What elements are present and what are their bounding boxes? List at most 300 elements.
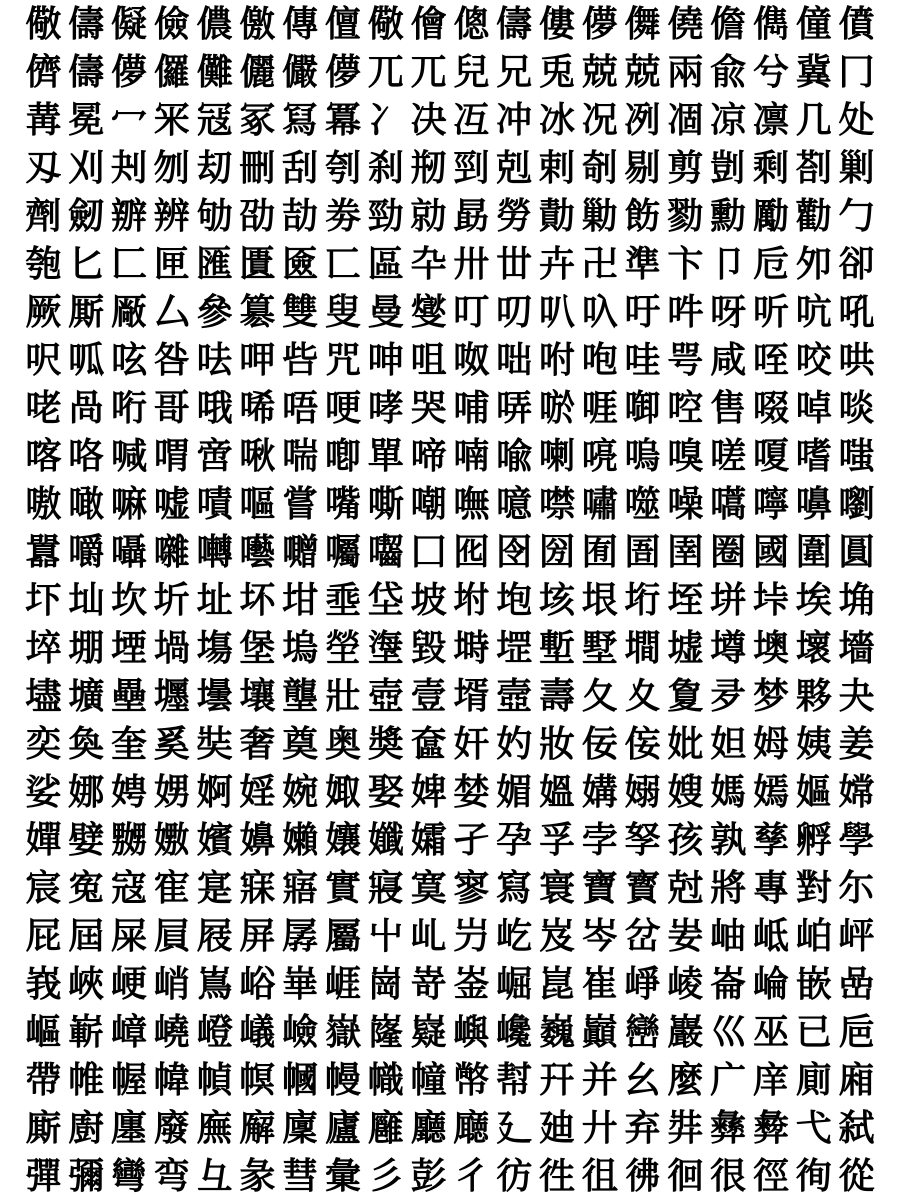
glyph-cell: 嗅	[667, 435, 704, 477]
glyph-cell: 廁	[795, 1059, 832, 1101]
glyph-cell: 埣	[25, 627, 62, 669]
glyph-cell: 墺	[752, 627, 789, 669]
glyph-cell: 嘛	[110, 483, 147, 525]
glyph-cell: 匚	[110, 243, 147, 285]
glyph-cell: 奐	[68, 723, 105, 765]
glyph-cell: 奩	[410, 723, 447, 765]
glyph-cell: 匳	[282, 243, 319, 285]
glyph-cell: 嘗	[282, 483, 319, 525]
glyph-cell: 喊	[110, 435, 147, 477]
glyph-cell: 寢	[367, 867, 404, 909]
glyph-cell: 剪	[667, 147, 704, 189]
glyph-cell: 垉	[496, 579, 533, 621]
glyph-cell: 準	[624, 243, 661, 285]
glyph-cell: 對	[795, 867, 832, 909]
glyph-cell: 孅	[367, 819, 404, 861]
glyph-cell: 勗	[453, 195, 490, 237]
glyph-cell: 寔	[196, 867, 233, 909]
glyph-cell: 廡	[196, 1107, 233, 1149]
glyph-cell: 廂	[838, 1059, 875, 1101]
glyph-cell: 姜	[838, 723, 875, 765]
glyph-cell: 兩	[667, 51, 704, 93]
glyph-cell: 墅	[581, 627, 618, 669]
glyph-cell: 囎	[282, 531, 319, 573]
glyph-cell: 娑	[25, 771, 62, 813]
glyph-cell: 刪	[239, 147, 276, 189]
glyph-cell: 嫂	[667, 771, 704, 813]
glyph-cell: 嬋	[25, 819, 62, 861]
glyph-cell: 儕	[25, 51, 62, 93]
glyph-cell: 嶢	[153, 1011, 190, 1053]
glyph-cell: 凅	[667, 99, 704, 141]
glyph-cell: 喃	[453, 435, 490, 477]
glyph-cell: 嶬	[239, 1011, 276, 1053]
glyph-cell: 坏	[239, 579, 276, 621]
glyph-cell: 婬	[239, 771, 276, 813]
glyph-cell: 囿	[581, 531, 618, 573]
glyph-cell: 嶂	[110, 1011, 147, 1053]
glyph-cell: 廝	[25, 1107, 62, 1149]
glyph-cell: 孚	[538, 819, 575, 861]
glyph-cell: 呰	[282, 339, 319, 381]
glyph-cell: 庠	[752, 1059, 789, 1101]
glyph-cell: 夬	[838, 675, 875, 717]
glyph-cell: 奎	[110, 723, 147, 765]
glyph-cell: 崕	[324, 963, 361, 1005]
glyph-cell: 參	[196, 291, 233, 333]
glyph-cell: 崑	[538, 963, 575, 1005]
glyph-cell: 夥	[795, 675, 832, 717]
glyph-cell: 嚼	[68, 531, 105, 573]
glyph-cell: 崟	[453, 963, 490, 1005]
glyph-cell: 廸	[538, 1107, 575, 1149]
glyph-cell: 剄	[453, 147, 490, 189]
glyph-cell: 姨	[795, 723, 832, 765]
glyph-cell: 垈	[367, 579, 404, 621]
glyph-cell: 喀	[25, 435, 62, 477]
glyph-cell: 嶼	[453, 1011, 490, 1053]
glyph-cell: 埀	[324, 579, 361, 621]
glyph-cell: 啾	[239, 435, 276, 477]
glyph-cell: 冽	[624, 99, 661, 141]
glyph-cell: 坡	[410, 579, 447, 621]
glyph-cell: 售	[710, 387, 747, 429]
glyph-cell: 巛	[710, 1011, 747, 1053]
glyph-cell: 勹	[838, 195, 875, 237]
glyph-cell: 儉	[153, 3, 190, 45]
glyph-cell: 囃	[153, 531, 190, 573]
glyph-cell: 廬	[324, 1107, 361, 1149]
glyph-cell: 嗷	[25, 483, 62, 525]
glyph-cell: 僮	[795, 3, 832, 45]
glyph-cell: 叟	[324, 291, 361, 333]
glyph-cell: 娶	[367, 771, 404, 813]
glyph-cell: 兪	[710, 51, 747, 93]
glyph-cell: 兎	[538, 51, 575, 93]
glyph-cell: 塹	[538, 627, 575, 669]
glyph-cell: 兮	[752, 51, 789, 93]
glyph-cell: 宸	[25, 867, 62, 909]
glyph-cell: 辨	[153, 195, 190, 237]
glyph-cell: 喇	[538, 435, 575, 477]
glyph-cell: 彑	[196, 1155, 233, 1197]
glyph-cell: 岼	[838, 915, 875, 957]
glyph-cell: 彳	[453, 1155, 490, 1197]
glyph-cell: 嚠	[838, 483, 875, 525]
glyph-cell: 寫	[496, 867, 533, 909]
glyph-cell: 塢	[282, 627, 319, 669]
glyph-cell: 呶	[453, 339, 490, 381]
glyph-cell: 峪	[239, 963, 276, 1005]
glyph-cell: 兢	[581, 51, 618, 93]
glyph-cell: 徃	[538, 1155, 575, 1197]
glyph-cell: 儆	[25, 3, 62, 45]
glyph-cell: 夐	[667, 675, 704, 717]
glyph-cell: 哥	[153, 387, 190, 429]
glyph-cell: 剞	[581, 147, 618, 189]
glyph-cell: 壟	[282, 675, 319, 717]
glyph-cell: 峺	[110, 963, 147, 1005]
glyph-cell: 奥	[324, 723, 361, 765]
glyph-cell: 冪	[324, 99, 361, 141]
glyph-cell: 勁	[367, 195, 404, 237]
glyph-cell: 彎	[110, 1155, 147, 1197]
glyph-cell: 囈	[239, 531, 276, 573]
glyph-cell: 冖	[110, 99, 147, 141]
glyph-cell: 彙	[324, 1155, 361, 1197]
glyph-cell: 冦	[196, 99, 233, 141]
glyph-cell: 唹	[538, 387, 575, 429]
glyph-cell: 孃	[324, 819, 361, 861]
glyph-cell: 尅	[667, 867, 704, 909]
glyph-cell: 嶽	[324, 1011, 361, 1053]
glyph-cell: 彖	[239, 1155, 276, 1197]
glyph-cell: 噫	[496, 483, 533, 525]
glyph-cell: 卻	[838, 243, 875, 285]
glyph-cell: 吼	[838, 291, 875, 333]
glyph-cell: 巒	[624, 1011, 661, 1053]
glyph-cell: 嫦	[838, 771, 875, 813]
glyph-cell: 寇	[110, 867, 147, 909]
glyph-cell: 噪	[667, 483, 704, 525]
glyph-cell: 喘	[282, 435, 319, 477]
glyph-cell: 壻	[453, 675, 490, 717]
glyph-cell: 嬶	[239, 819, 276, 861]
glyph-cell: 奬	[367, 723, 404, 765]
glyph-cell: 彷	[496, 1155, 533, 1197]
glyph-cell: 廱	[367, 1107, 404, 1149]
glyph-cell: 弋	[795, 1107, 832, 1149]
glyph-cell: 劼	[282, 195, 319, 237]
glyph-cell: 嵒	[838, 963, 875, 1005]
glyph-cell: 夂	[581, 675, 618, 717]
glyph-cell: 坎	[110, 579, 147, 621]
glyph-cell: 嗚	[624, 435, 661, 477]
glyph-cell: 嫗	[795, 771, 832, 813]
glyph-cell: 徊	[667, 1155, 704, 1197]
glyph-cell: 叮	[453, 291, 490, 333]
glyph-cell: 儗	[110, 3, 147, 45]
glyph-cell: 廩	[282, 1107, 319, 1149]
glyph-cell: 嗜	[795, 435, 832, 477]
glyph-cell: 嚆	[710, 483, 747, 525]
glyph-cell: 墻	[838, 627, 875, 669]
glyph-cell: 咬	[795, 339, 832, 381]
glyph-cell: 刔	[110, 147, 147, 189]
glyph-cell: 儛	[624, 3, 661, 45]
glyph-cell: 彜	[752, 1107, 789, 1149]
glyph-cell: 傯	[453, 3, 490, 45]
glyph-cell: 哺	[453, 387, 490, 429]
glyph-cell: 乢	[410, 915, 447, 957]
glyph-cell: 崔	[581, 963, 618, 1005]
glyph-cell: 婉	[282, 771, 319, 813]
glyph-cell: 冫	[367, 99, 404, 141]
glyph-cell: 嵜	[410, 963, 447, 1005]
glyph-cell: 巖	[667, 1011, 704, 1053]
glyph-cell: 儌	[239, 3, 276, 45]
glyph-cell: 兀	[367, 51, 404, 93]
glyph-cell: 囀	[196, 531, 233, 573]
glyph-cell: 嘸	[453, 483, 490, 525]
glyph-cell: 冂	[838, 51, 875, 93]
glyph-cell: 唏	[239, 387, 276, 429]
glyph-cell: 卉	[538, 243, 575, 285]
glyph-cell: 屆	[68, 915, 105, 957]
glyph-cell: 簒	[239, 291, 276, 333]
glyph-cell: 很	[710, 1155, 747, 1197]
glyph-cell: 刳	[324, 147, 361, 189]
glyph-cell: 壙	[68, 675, 105, 717]
glyph-cell: 幃	[153, 1059, 190, 1101]
glyph-cell: 啻	[196, 435, 233, 477]
glyph-cell: 刮	[282, 147, 319, 189]
glyph-cell: 喞	[324, 435, 361, 477]
glyph-cell: 幟	[367, 1059, 404, 1101]
glyph-cell: 寶	[581, 867, 618, 909]
glyph-cell: 壯	[324, 675, 361, 717]
glyph-cell: 并	[581, 1059, 618, 1101]
glyph-cell: 圻	[153, 579, 190, 621]
glyph-grid	[22, 0, 878, 1200]
glyph-cell: 噬	[624, 483, 661, 525]
glyph-cell: 啅	[795, 387, 832, 429]
glyph-cell: 壺	[367, 675, 404, 717]
glyph-cell: 嶄	[68, 1011, 105, 1053]
glyph-cell: 壘	[110, 675, 147, 717]
glyph-cell: 塋	[324, 627, 361, 669]
glyph-cell: 娵	[324, 771, 361, 813]
glyph-cell: 喟	[153, 435, 190, 477]
glyph-cell: 徇	[795, 1155, 832, 1197]
glyph-cell: 孵	[795, 819, 832, 861]
glyph-cell: 囑	[324, 531, 361, 573]
glyph-cell: 叭	[538, 291, 575, 333]
glyph-cell: 啀	[581, 387, 618, 429]
glyph-cell: 壗	[25, 675, 62, 717]
glyph-cell: 嬲	[110, 819, 147, 861]
glyph-cell: 崘	[752, 963, 789, 1005]
glyph-cell: 徂	[581, 1155, 618, 1197]
glyph-cell: 墫	[710, 627, 747, 669]
glyph-cell: 岑	[581, 915, 618, 957]
glyph-cell: 刹	[367, 147, 404, 189]
glyph-cell: 侫	[624, 723, 661, 765]
glyph-cell: 廨	[239, 1107, 276, 1149]
glyph-cell: 嬪	[196, 819, 233, 861]
glyph-cell: 彌	[68, 1155, 105, 1197]
glyph-cell: 崛	[496, 963, 533, 1005]
glyph-cell: 廰	[453, 1107, 490, 1149]
glyph-cell: 燮	[410, 291, 447, 333]
glyph-cell: 噤	[538, 483, 575, 525]
glyph-cell: 匕	[68, 243, 105, 285]
glyph-cell: 咐	[538, 339, 575, 381]
glyph-cell: 塒	[453, 627, 490, 669]
glyph-cell: 岫	[710, 915, 747, 957]
glyph-cell: 啜	[752, 387, 789, 429]
glyph-cell: 梦	[752, 675, 789, 717]
glyph-cell: 妝	[538, 723, 575, 765]
glyph-cell: 幗	[282, 1059, 319, 1101]
glyph-cell: 嘖	[196, 483, 233, 525]
glyph-cell: 奠	[282, 723, 319, 765]
glyph-cell: 唔	[282, 387, 319, 429]
glyph-cell: 呀	[710, 291, 747, 333]
glyph-cell: 幄	[110, 1059, 147, 1101]
glyph-cell: 彭	[410, 1155, 447, 1197]
glyph-cell: 孥	[624, 819, 661, 861]
glyph-cell: 弉	[667, 1107, 704, 1149]
glyph-cell: 儼	[282, 51, 319, 93]
glyph-cell: 國	[752, 531, 789, 573]
glyph-cell: 彝	[710, 1107, 747, 1149]
glyph-cell: 厶	[153, 291, 190, 333]
glyph-cell: 剌	[538, 147, 575, 189]
glyph-cell: 嶝	[196, 1011, 233, 1053]
glyph-cell: 哦	[196, 387, 233, 429]
glyph-cell: 奸	[453, 723, 490, 765]
glyph-cell: 夘	[795, 243, 832, 285]
glyph-cell: 廾	[581, 1107, 618, 1149]
glyph-cell: 儚	[581, 3, 618, 45]
glyph-cell: 垓	[538, 579, 575, 621]
glyph-cell: 广	[710, 1059, 747, 1101]
glyph-cell: 幔	[324, 1059, 361, 1101]
glyph-cell: 岌	[538, 915, 575, 957]
glyph-cell: 咢	[667, 339, 704, 381]
glyph-cell: 冰	[538, 99, 575, 141]
glyph-cell: 囮	[453, 531, 490, 573]
glyph-cell: 冲	[496, 99, 533, 141]
glyph-cell: 哭	[410, 387, 447, 429]
glyph-cell: 屹	[496, 915, 533, 957]
glyph-cell: 妁	[496, 723, 533, 765]
glyph-cell: 幵	[538, 1059, 575, 1101]
glyph-cell: 匸	[324, 243, 361, 285]
glyph-cell: 囗	[410, 531, 447, 573]
glyph-cell: 嘯	[581, 483, 618, 525]
glyph-cell: 勠	[667, 195, 704, 237]
glyph-cell: 儃	[324, 3, 361, 45]
glyph-cell: 兒	[453, 51, 490, 93]
glyph-cell: 娜	[68, 771, 105, 813]
glyph-cell: 吁	[624, 291, 661, 333]
glyph-cell: 壹	[410, 675, 447, 717]
glyph-cell: 圈	[710, 531, 747, 573]
glyph-cell: 圸	[68, 579, 105, 621]
glyph-cell: 寳	[624, 867, 661, 909]
glyph-cell: 毀	[410, 627, 447, 669]
glyph-cell: 寐	[239, 867, 276, 909]
glyph-cell: 奘	[196, 723, 233, 765]
glyph-cell: 尓	[838, 867, 875, 909]
glyph-cell: 剩	[752, 147, 789, 189]
glyph-cell: 况	[581, 99, 618, 141]
glyph-cell: 哢	[496, 387, 533, 429]
glyph-cell: 垰	[752, 579, 789, 621]
glyph-cell: 孩	[667, 819, 704, 861]
glyph-cell: 哄	[838, 339, 875, 381]
glyph-cell: 嫣	[752, 771, 789, 813]
glyph-cell: 幤	[453, 1059, 490, 1101]
glyph-cell: 嫐	[153, 819, 190, 861]
glyph-cell: 儂	[196, 3, 233, 45]
glyph-cell: 呎	[25, 339, 62, 381]
glyph-cell: 夛	[710, 675, 747, 717]
glyph-cell: 孀	[410, 819, 447, 861]
glyph-cell: 嚊	[795, 483, 832, 525]
glyph-cell: 峩	[25, 963, 62, 1005]
glyph-cell: 咼	[68, 387, 105, 429]
glyph-cell: 喩	[496, 435, 533, 477]
glyph-cell: 噉	[68, 483, 105, 525]
glyph-cell: 嗤	[838, 435, 875, 477]
glyph-cell: 勸	[795, 195, 832, 237]
glyph-cell: 嬾	[282, 819, 319, 861]
glyph-cell: 冱	[453, 99, 490, 141]
glyph-cell: 劒	[68, 195, 105, 237]
glyph-cell: 妲	[710, 723, 747, 765]
glyph-cell: 峽	[68, 963, 105, 1005]
glyph-cell: 墟	[667, 627, 704, 669]
glyph-cell: 已	[795, 1011, 832, 1053]
glyph-cell: 剳	[795, 147, 832, 189]
glyph-cell: 廛	[110, 1107, 147, 1149]
glyph-cell: 吭	[795, 291, 832, 333]
glyph-cell: 僂	[538, 3, 575, 45]
glyph-cell: 垠	[581, 579, 618, 621]
glyph-cell: 剏	[410, 147, 447, 189]
glyph-cell: 儚	[324, 51, 361, 93]
glyph-cell: 厰	[110, 291, 147, 333]
glyph-cell: 啣	[624, 387, 661, 429]
glyph-cell: 姆	[752, 723, 789, 765]
glyph-cell: 媼	[538, 771, 575, 813]
glyph-cell: 廴	[496, 1107, 533, 1149]
glyph-cell: 勍	[410, 195, 447, 237]
glyph-cell: 卍	[581, 243, 618, 285]
glyph-cell: 剔	[624, 147, 661, 189]
glyph-cell: 寤	[282, 867, 319, 909]
glyph-cell: 妣	[667, 723, 704, 765]
glyph-cell: 囹	[496, 531, 533, 573]
glyph-cell: 將	[710, 867, 747, 909]
glyph-cell: 冢	[239, 99, 276, 141]
glyph-cell: 巫	[752, 1011, 789, 1053]
glyph-cell: 孕	[496, 819, 533, 861]
glyph-cell: 婀	[196, 771, 233, 813]
